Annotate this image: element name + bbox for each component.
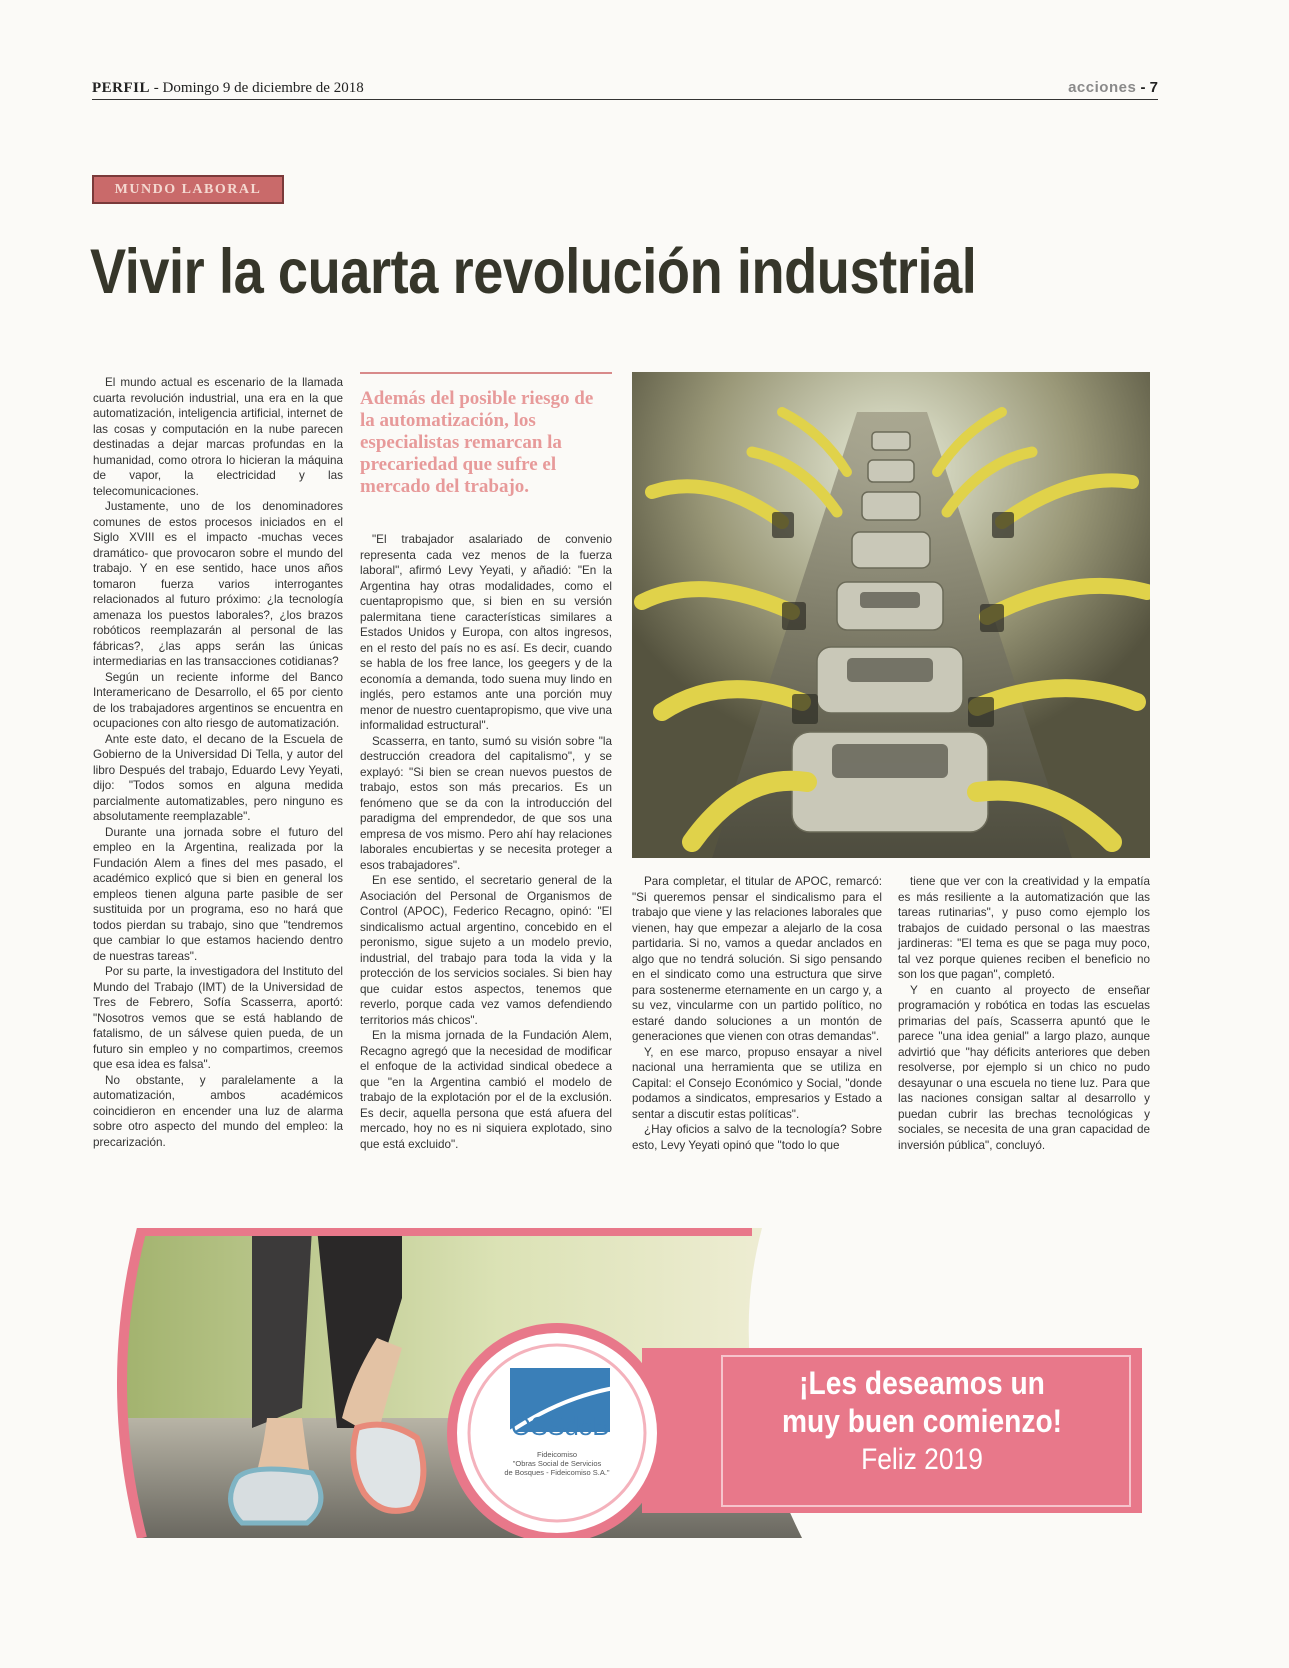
article-column-3	[632, 874, 882, 1153]
paper-name: PERFIL	[92, 80, 151, 96]
header-left	[92, 80, 364, 97]
paragraph: Por su parte, la investigadora del Instituto del Mundo del Trabajo (IMT) de la Universidad de Tres de Febrero, Sofía Scasserra, aportó: "Nosotros vemos que se está hablando de fatalismo, de un sálvese quien pueda, de un futuro sin empleo y no compartimos, creemos que esa idea es falsa".	[93, 965, 343, 1071]
paragraph: Y en cuanto al proyecto de enseñar programación y robótica en todas las escuelas primarias del país, Scasserra apuntó que le parece "una idea genial" a largo plazo, aunque advirtió que "hay déficits anteriores que deben resolverse, por ejemplo si un chico no pudo desayunar o una escuela no tiene luz. Para que las naciones consigan saltar al desarrollo y puedan cubrir las brechas tecnológicas y sociales, se necesita de una gran capacidad de inversión pública", concluyó.	[898, 983, 1150, 1152]
paragraph: Según un reciente informe del Banco Interamericano de Desarrollo, el 65 por ciento de los trabajadores argentinos se encuentra en ocupaciones con alto riesgo de automatización.	[93, 670, 343, 730]
paragraph: Para completar, el titular de APOC, remarcó: "Si queremos pensar el sindicalismo para el trabajo que viene y las relaciones laborales que vienen, hay que empezar a alejarlo de la cosa partidaria. Si no, vamos a quedar anclados en algo que no tendrá solución. Si sigo pensando en el sindicato como una estructura que sirve para sostenerme eternamente en un cargo y, a su vez, vincularme con un partido político, no estaré dando soluciones a un montón de generaciones que vienen con otras demandas".	[632, 875, 882, 1043]
paragraph: No obstante, y paralelamente a la automatización, ambos académicos coincidieron en encender una luz de alarma sobre otro aspecto del mundo del empleo: la precarización.	[93, 1073, 343, 1149]
assembly-line-illustration	[632, 372, 1150, 858]
paragraph: Ante este dato, el decano de la Escuela de Gobierno de la Universidad Di Tella, y autor del libro Después del trabajo, Eduardo Levy Yeyati, dijo: "Todos somos en alguna medida parcialmente automatizables, pero ninguno es absolutamente reemplazable".	[93, 732, 343, 823]
logo-caption-line: "Obras Social de Servicios	[512, 1459, 602, 1468]
article-headline: Vivir la cuarta revolución industrial	[90, 237, 977, 307]
paragraph: Durante una jornada sobre el futuro del empleo en la Argentina, realizada por la Fundación Alem a fines del mes pasado, el académico explicó que si bien en general los empleos tienen alguna parte pasible de ser sustituida por un programa, eso no hará que todos pierdan su trabajo, sino que "tendremos que cambiar lo que estamos haciendo dentro de nuestras tareas".	[93, 825, 343, 963]
paragraph: Y, en ese marco, propuso ensayar a nivel nacional una herramienta que se utiliza en Capital: el Consejo Económico y Social, "donde podamos a sindicatos, empresarios y Estado a sentar a discutir estas políticas".	[632, 1045, 882, 1121]
page-header	[92, 80, 1158, 100]
ad-line-1: ¡Les deseamos un	[799, 1365, 1045, 1401]
assembly-line-photo	[632, 372, 1150, 858]
article-column-2	[360, 532, 612, 1152]
header-date: - Domingo 9 de diciembre de 2018	[150, 80, 364, 96]
section-name: acciones	[1068, 79, 1137, 96]
paragraph: ¿Hay oficios a salvo de la tecnología? Sobre esto, Levy Yeyati opinó que "todo lo que	[632, 1123, 882, 1152]
logo-caption-line: Fideicomiso	[536, 1450, 577, 1459]
pull-quote: Además del posible riesgo de la automatización, los especialistas remarcan la precariedad que sufre el mercado del trabajo.	[360, 372, 612, 498]
paragraph: En ese sentido, el secretario general de la Asociación del Personal de Organismos de Control (APOC), Federico Recagno, opinó: "El sindicalismo actual argentino, concebido en el peronismo, sigue sujeto a un modelo previo, industrial, del trabajo para toda la vida y la protección de los servicios sociales. Si bien hay que cuidar estos aspectos, tenemos que reverlo, porque cada vez vamos defendiendo territorios más chicos".	[360, 874, 612, 1027]
article-column-1	[93, 375, 343, 1150]
paragraph: "El trabajador asalariado de convenio representa cada vez menos de la fuerza laboral", afirmó Levy Yeyati, y añadió: "En la Argentina hay otras modalidades, como el cuentapropismo que, si bien en su versión palermitana tiene características similares a Estados Unidos y Europa, con altos ingresos, en el resto del país no es así. Es decir, cuando se habla de los free lance, los geegers y de la economía a demanda, todo suena muy lindo en inglés, pero estamos ante una porción muy menor de nuestro cuentapropismo, que vive una informalidad estructural".	[360, 533, 612, 732]
header-right	[1068, 79, 1158, 96]
ossdeb-caption	[486, 1450, 628, 1477]
paragraph: Scasserra, en tanto, sumó su visión sobre "la destrucción creadora del capitalismo", y se explayó: "Si bien se crean nuevos puestos de trabajo, estos son más precarios. Es un fenómeno que se da con la introducción del paradigma del emprendedor, de que sos una empresa de vos mismo. Pero ahí hay relaciones laborales encubiertas y se necesita proteger a esos trabajadores".	[360, 734, 612, 872]
ad-message	[702, 1356, 1142, 1480]
logo-caption-line: de Bosques - Fideicomiso S.A."	[504, 1468, 610, 1477]
article-column-4	[898, 874, 1150, 1153]
section-kicker: MUNDO LABORAL	[92, 175, 284, 204]
ossdeb-logo-text: OSSdeB	[510, 1411, 610, 1441]
paragraph: Justamente, uno de los denominadores comunes de estos procesos iniciados en el Siglo XVIII es el impacto -muchas veces dramático- que provocaron sobre el mundo del trabajo. Y en ese sentido, hace unos años tomaron fuerza varios interrogantes relacionados al futuro próximo: ¿la tecnología amenaza los puestos laborales?, ¿los brazos robóticos reemplazarán al personal de las fábricas?, ¿las apps serán las únicas intermediarias en las transacciones cotidianas?	[93, 500, 343, 668]
ad-line-3: Feliz 2019	[861, 1443, 983, 1476]
paragraph: El mundo actual es escenario de la llamada cuarta revolución industrial, una era en la que automatización, inteligencia artificial, internet de las cosas y computación en la nube parecen destinadas a dejar marcas profundas en la humanidad, como otrora lo hicieran la máquina de vapor, la electricidad y las telecomunicaciones.	[93, 376, 343, 498]
ad-line-2: muy buen comienzo!	[781, 1403, 1063, 1439]
paragraph: tiene que ver con la creatividad y la empatía es más resiliente a la automatización que las tareas rutinarias", y puso como ejemplo los trabajos de cuidado personal o las maestras jardineras: "El tema es que se paga muy poco, tal vez porque quienes reciben el beneficio no son los que pagan", completó.	[898, 875, 1150, 981]
paragraph: En la misma jornada de la Fundación Alem, Recagno agregó que la necesidad de modificar el enfoque de la actividad sindical obedece a que "en la Argentina cambió el modelo de trabajo de la explotación por el de la exclusión. Es decir, aquella persona que está afuera del mercado, hoy no es ni siquiera explotado, sino que está excluido".	[360, 1029, 612, 1151]
ossdeb-advertisement	[102, 1228, 1152, 1538]
page-number: - 7	[1136, 79, 1158, 96]
